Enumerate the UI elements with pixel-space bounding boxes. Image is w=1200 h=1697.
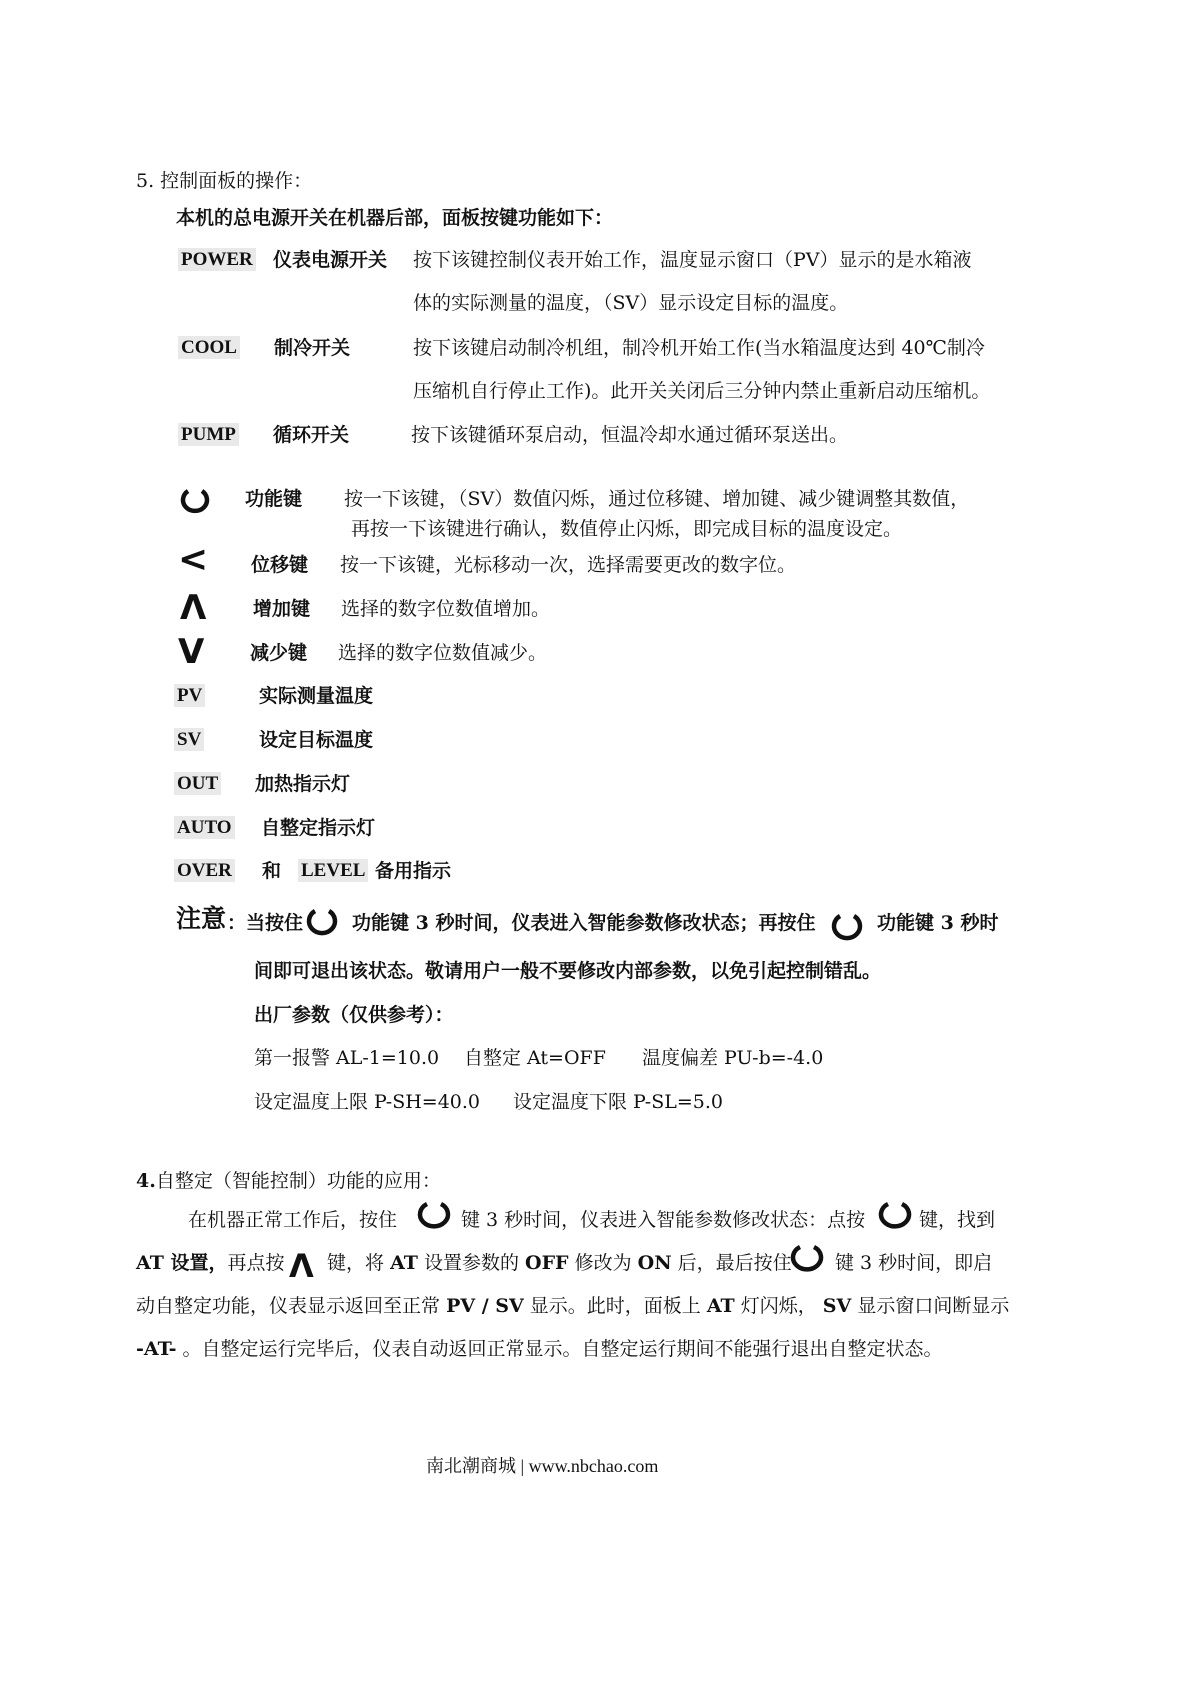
key-desc: 选择的数字位数值减少。 [338, 642, 548, 664]
switch-desc-cont: 压缩机自行停止工作)。此开关关闭后三分钟内禁止重新启动压缩机。 [413, 380, 991, 402]
indicator-code-label: PV [174, 684, 205, 707]
indicator-code [174, 857, 235, 884]
switch-desc: 按下该键启动制冷机组，制冷机开始工作(当水箱温度达到 40℃制冷 [413, 337, 985, 359]
indicator-code [174, 814, 235, 841]
shift-left-icon: < [178, 539, 209, 580]
section5-intro: 本机的总电源开关在机器后部，面板按键功能如下： [176, 207, 614, 229]
switch-name: 制冷开关 [274, 337, 351, 359]
key-name: 位移键 [251, 554, 309, 576]
note-text-end: 功能键 3 秒时 [877, 912, 999, 934]
indicator-desc: 加热指示灯 [255, 773, 351, 795]
switch-desc: 按下该键控制仪表开始工作，温度显示窗口（PV）显示的是水箱液 [413, 249, 972, 271]
s4-bold: AT [390, 1252, 418, 1274]
switch-name: 循环开关 [273, 424, 350, 446]
section4-heading [136, 1168, 441, 1194]
factory-param: 温度偏差 PU-b=-4.0 [642, 1047, 824, 1069]
factory-param: 第一报警 AL-1=10.0 [254, 1047, 440, 1069]
key-desc-cont: 再按一下该键进行确认，数值停止闪烁，即完成目标的温度设定。 [351, 518, 903, 540]
note-line2: 间即可退出该状态。敬请用户一般不要修改内部参数，以免引起控制错乱。 [254, 960, 882, 982]
s4-bold: AT [706, 1295, 735, 1317]
s4-text: 修改为 [574, 1252, 632, 1274]
key-desc: 按一下该键，（SV）数值闪烁，通过位移键、增加键、减少键调整其数值， [344, 488, 970, 510]
note-label: 注意 [176, 904, 227, 933]
s4-text: 键，将 [327, 1252, 385, 1274]
key-desc: 按一下该键，光标移动一次，选择需要更改的数字位。 [340, 554, 797, 576]
s4-bold: AT 设置， [136, 1252, 228, 1274]
s4-text: 键 3 秒时间，即启 [835, 1252, 993, 1274]
s4-line2 [136, 1250, 284, 1276]
s4-text: 灯闪烁， [740, 1295, 817, 1317]
s4-bold: PV / SV [446, 1295, 524, 1317]
s4-text: 。自整定运行完毕后，仪表自动返回正常显示。自整定运行期间不能强行退出自整定状态。 [182, 1338, 943, 1360]
switch-code: PUMP [178, 423, 239, 446]
function-circle-icon [875, 1200, 915, 1234]
s4-line3 [136, 1293, 1009, 1319]
indicator-code [174, 770, 221, 797]
switch-code: POWER [178, 248, 256, 271]
indicator-code [298, 857, 368, 884]
s4-bold: ON [637, 1252, 672, 1274]
section5-heading: 5. 控制面板的操作： [136, 170, 313, 192]
s4-text: 在机器正常工作后，按住 [188, 1209, 398, 1231]
function-circle-icon [178, 487, 212, 519]
note-text: 功能键 3 秒时间，仪表进入智能参数修改状态；再按住 [352, 912, 816, 934]
page-footer: 南北潮商城 | www.nbchao.com [426, 1456, 659, 1476]
switch-desc: 按下该键循环泵启动，恒温冷却水通过循环泵送出。 [411, 424, 849, 446]
switch-desc-cont: 体的实际测量的温度，（SV）显示设定目标的温度。 [413, 292, 849, 314]
factory-param: 自整定 At=OFF [464, 1047, 606, 1069]
increase-up-icon: Λ [289, 1247, 314, 1285]
s4-text: 后，最后按住 [677, 1252, 792, 1274]
s4-text: 键 3 秒时间，仪表进入智能参数修改状态：点按 [461, 1209, 866, 1231]
over-level-and: 和 [262, 860, 282, 882]
indicator-code-label: LEVEL [298, 859, 368, 882]
s4-text: 动自整定功能，仪表显示返回至正常 [136, 1295, 441, 1317]
indicator-code-label: OVER [174, 859, 235, 882]
section4-title: 自整定（智能控制）功能的应用： [155, 1170, 441, 1192]
section4-number: 4. [136, 1170, 156, 1192]
indicator-desc: 设定目标温度 [259, 729, 374, 751]
key-name: 增加键 [253, 598, 311, 620]
indicator-code-label: AUTO [174, 816, 235, 839]
indicator-desc: 自整定指示灯 [261, 817, 376, 839]
note-hold: ：当按住 [227, 912, 304, 934]
s4-line2b [327, 1250, 792, 1276]
key-desc: 选择的数字位数值增加。 [341, 598, 551, 620]
indicator-code [174, 682, 205, 709]
function-circle-icon [414, 1200, 454, 1234]
switch-name: 仪表电源开关 [273, 249, 388, 271]
factory-param: 设定温度上限 P-SH=40.0 [254, 1091, 481, 1113]
key-name: 减少键 [250, 642, 308, 664]
indicator-code [174, 726, 204, 753]
decrease-down-icon: V [178, 632, 205, 672]
switch-cool-row [178, 334, 240, 361]
switch-power-row [178, 246, 256, 273]
s4-line4 [136, 1336, 943, 1362]
function-circle-icon [304, 907, 340, 941]
s4-text: 再点按 [227, 1252, 285, 1274]
indicator-code-label: OUT [174, 772, 221, 795]
factory-param: 设定温度下限 P-SL=5.0 [513, 1091, 723, 1113]
key-name: 功能键 [245, 488, 303, 510]
over-level-desc: 备用指示 [375, 860, 452, 882]
function-circle-icon [829, 912, 865, 946]
factory-params-title: 出厂参数（仅供参考）： [254, 1004, 454, 1026]
s4-text: 设置参数的 [423, 1252, 519, 1274]
indicator-code-label: SV [174, 728, 204, 751]
s4-bold: OFF [525, 1252, 569, 1274]
switch-code: COOL [178, 336, 240, 359]
s4-text: 显示。此时，面板上 [529, 1295, 701, 1317]
s4-text: 显示窗口间断显示 [857, 1295, 1010, 1317]
increase-up-icon: Λ [180, 588, 207, 628]
switch-pump-row [178, 421, 239, 448]
s4-text: 键，找到 [919, 1209, 996, 1231]
s4-bold: -AT- [136, 1338, 177, 1360]
s4-bold: SV [822, 1295, 852, 1317]
function-circle-icon [787, 1243, 827, 1277]
indicator-desc: 实际测量温度 [259, 685, 374, 707]
